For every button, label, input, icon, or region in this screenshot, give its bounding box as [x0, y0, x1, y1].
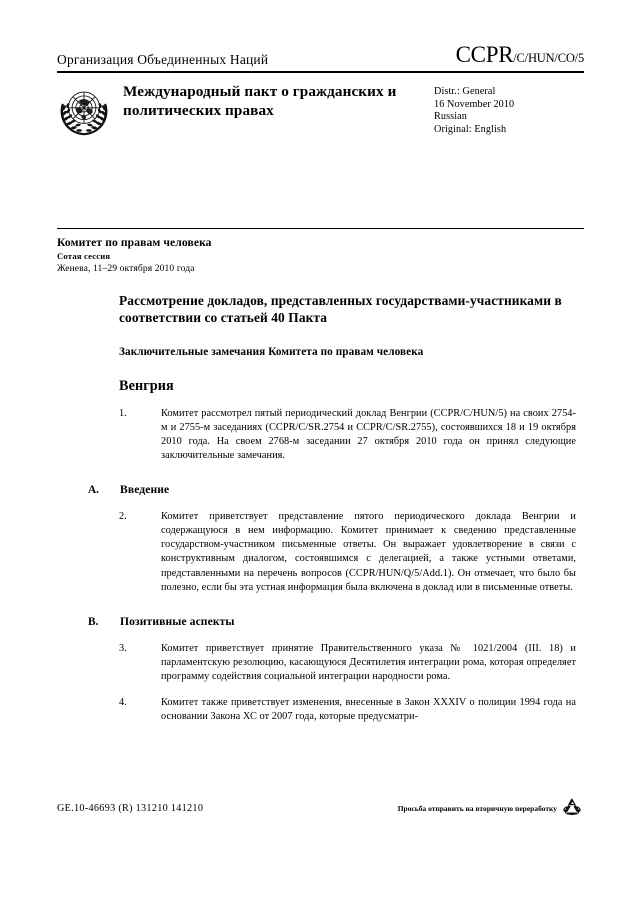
paragraph-4-body — [161, 696, 576, 724]
distribution-date: 16 November 2010 — [434, 98, 515, 110]
distribution-type: Distr.: General — [434, 86, 496, 97]
job-number: GE.10-46693 (R) 131210 141210 — [57, 802, 204, 814]
masthead-rule — [57, 71, 584, 73]
paragraph-2-text: Комитет приветствует представление пятого периодического доклада Венгрии и содержащуюся в нем информацию. Комитет принимает к сведению представленные государством-участником письменные ответы. Он выражает удовлетворение в связи с конструктивным диалогом, состоявшимся с делегацией, а также устными ответами, представленными на перечень вопросов (CCPR/HUN/Q/5/Add.1). Он отмечает, что было бы полезно, если бы эта устная информация была включена в доклад или в письменные ответы. — [161, 511, 576, 593]
section-b-heading — [88, 614, 576, 630]
document-body — [88, 292, 576, 724]
paragraph-4 — [119, 696, 576, 724]
committee-name: Комитет по правам человека — [57, 236, 212, 249]
covenant-title: Международный пакт о гражданских и политических правах — [123, 83, 397, 119]
paragraph-1-body — [161, 407, 576, 463]
paragraph-1-number: 1. — [119, 407, 127, 419]
section-a-heading — [88, 482, 576, 498]
distribution-language: Russian — [434, 111, 467, 123]
paragraph-3-body — [161, 642, 576, 684]
section-a-letter: A. — [88, 484, 99, 497]
recycle-text: Просьба отправить на вторичную переработку — [397, 803, 557, 813]
committee-block — [57, 236, 584, 275]
organization-name: Организация Объединенных Наций — [57, 51, 269, 67]
recycle-notice — [398, 796, 584, 820]
document-subtitle: Заключительные замечания Комитета по правам человека — [119, 345, 424, 358]
paragraph-2-body — [161, 510, 576, 595]
masthead — [57, 44, 584, 66]
un-emblem-icon — [57, 84, 111, 138]
country-heading: Венгрия — [119, 377, 174, 394]
paragraph-1 — [119, 407, 576, 463]
paragraph-1-text: Комитет рассмотрел пятый периодический доклад Венгрии (CCPR/C/HUN/5) на своих 2754-м и 2755-м заседаниях (CCPR/C/SR.2754 и CCPR/C/SR.2755), состоявшихся 18 и 19 октября 2010 года. На своем 2768-м заседании 27 октября 2010 года он принял следующие заключительные замечания. — [161, 407, 576, 462]
recycling-symbol-icon — [560, 796, 584, 820]
section-b-title: Позитивные аспекты — [120, 614, 235, 628]
paragraph-2 — [119, 510, 576, 595]
masthead-top-row — [57, 44, 584, 66]
document-symbol-suffix: /C/HUN/CO/5 — [513, 51, 584, 65]
paragraph-4-text: Комитет также приветствует изменения, внесенные в Закон XXXIV о полиции 1994 года на основании Закона ХС от 2007 года, которые предусматри- — [161, 697, 576, 723]
distribution-block — [428, 86, 584, 136]
paragraph-3-text: Комитет приветствует принятие Правительственного указа № 1021/2004 (III. 18) и парламентскую резолюцию, касающуюся Десятилетия интеграции рома, которая определяет программу содействия социальной интеграции народности рома. — [161, 642, 576, 682]
page-footer — [57, 796, 584, 820]
distribution-original: Original: English — [434, 123, 507, 135]
paragraph-4-number: 4. — [119, 697, 127, 709]
paragraph-2-number: 2. — [119, 511, 127, 523]
committee-venue: Женева, 11–29 октября 2010 года — [57, 263, 195, 274]
title-band — [57, 82, 584, 138]
paragraph-3-number: 3. — [119, 642, 127, 654]
committee-session: Сотая сессия — [57, 251, 111, 261]
section-a-title: Введение — [120, 483, 170, 497]
document-symbol-main: CCPR — [455, 42, 514, 67]
section-b-letter: B. — [88, 615, 99, 628]
committee-rule — [57, 228, 584, 229]
page-title: Рассмотрение докладов, представленных государствами-участниками в соответствии со статьей 40 Пакта — [119, 293, 562, 326]
document-symbol — [456, 43, 584, 66]
paragraph-3 — [119, 642, 576, 684]
